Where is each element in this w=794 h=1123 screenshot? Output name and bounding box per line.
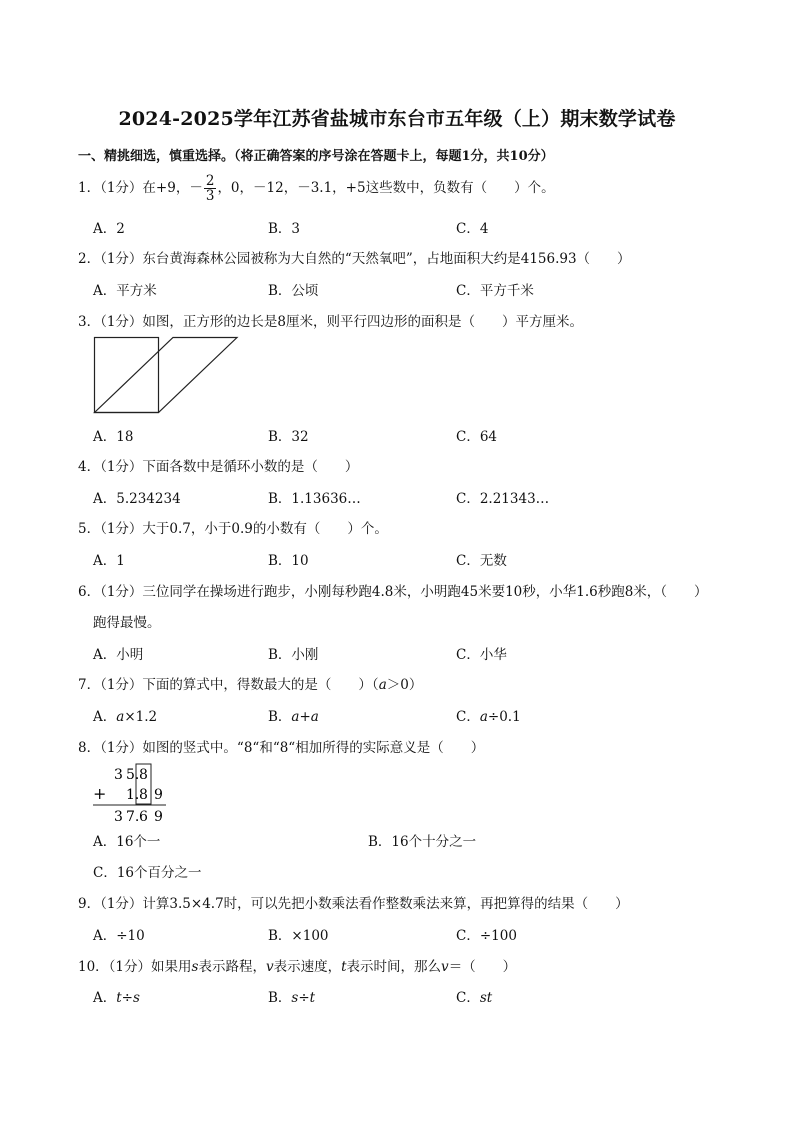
plus-sign: + <box>93 784 107 803</box>
q3-option-c[interactable]: C．64 <box>456 429 498 445</box>
option-expression: s÷t <box>291 990 316 1006</box>
section-heading: 一、精挑细选，慎重选择。（将正确答案的序号涂在答题卡上，每题1分，共10分） <box>78 149 554 164</box>
question-8: 8．（1分）如图的竖式中。“8“和“8“相加所得的实际意义是（ ） <box>78 740 485 756</box>
sum-digit-2: 7. <box>126 809 140 825</box>
addend-2-digit-3: 9 <box>154 787 163 803</box>
option-expression: t÷s <box>116 990 140 1006</box>
q8-option-b[interactable]: B．16个十分之一 <box>368 834 477 850</box>
vertical-addition-figure <box>88 762 178 826</box>
option-label: B． <box>268 709 292 725</box>
q8-option-a[interactable]: A．16个一 <box>93 834 161 850</box>
square-parallelogram-figure <box>94 337 239 413</box>
variable-s: s <box>191 959 199 975</box>
question-7 <box>78 673 422 693</box>
variable-t: t <box>341 959 347 975</box>
q3-option-b[interactable]: B．32 <box>268 429 309 445</box>
question-5: 5．（1分）大于0.7，小于0.9的小数有（ ）个。 <box>78 521 388 537</box>
addend-2-digit-2: 8 <box>139 787 148 803</box>
q9-option-a[interactable]: A．÷10 <box>93 928 145 944</box>
question-4: 4．（1分）下面各数中是循环小数的是（ ） <box>78 459 359 475</box>
addend-1-digit-2: 5. <box>126 767 140 783</box>
sum-digit-1: 3 <box>114 809 123 825</box>
q1-option-c[interactable]: C．4 <box>456 221 489 237</box>
question-7-suffix: ＞0） <box>386 677 423 693</box>
sum-digit-3: 6 <box>139 809 148 825</box>
q7-option-a[interactable] <box>93 705 157 725</box>
q10-option-b[interactable] <box>268 986 315 1006</box>
variable-a: a <box>116 709 125 725</box>
q1-option-a[interactable]: A．2 <box>93 221 125 237</box>
q10-option-c[interactable] <box>456 986 492 1006</box>
q6-option-b[interactable]: B．小刚 <box>268 647 319 663</box>
question-1-prefix: 1．（1分）在+9，－ <box>78 180 203 197</box>
option-expression: st <box>479 990 493 1006</box>
option-label: C． <box>456 709 480 725</box>
question-1 <box>78 174 555 203</box>
option-expression: a+a <box>291 709 319 725</box>
q7-option-b[interactable] <box>268 705 319 725</box>
sum-digit-4: 9 <box>154 809 163 825</box>
q10-option-a[interactable] <box>93 986 140 1006</box>
q3-option-a[interactable]: A．18 <box>93 429 134 445</box>
option-label: C． <box>456 990 480 1006</box>
variable-a: a <box>378 677 387 693</box>
q10-text-5: ＝（ ） <box>448 959 517 975</box>
addend-2-digit-1: 1. <box>126 787 140 803</box>
q10-text-4: 表示时间，那么 <box>346 959 442 975</box>
q5-option-a[interactable]: A．1 <box>93 553 125 569</box>
question-7-prefix: 7．（1分）下面的算式中，得数最大的是（ ）（ <box>78 677 379 693</box>
question-6-continued: 跑得最慢。 <box>93 615 161 631</box>
q9-option-b[interactable]: B．×100 <box>268 928 329 944</box>
q6-option-c[interactable]: C．小华 <box>456 647 507 663</box>
fraction-denominator: 3 <box>205 188 215 205</box>
q9-option-c[interactable]: C．÷100 <box>456 928 517 944</box>
question-3: 3．（1分）如图，正方形的边长是8厘米，则平行四边形的面积是（ ）平方厘米。 <box>78 314 584 330</box>
q8-option-c[interactable]: C．16个百分之一 <box>93 865 202 881</box>
question-10 <box>78 955 516 975</box>
variable-a: a <box>479 709 488 725</box>
q10-text-2: 表示路程， <box>198 959 266 975</box>
q6-option-a[interactable]: A．小明 <box>93 647 144 663</box>
question-1-suffix: ，0，－12，－3.1，+5这些数中，负数有（ ）个。 <box>217 180 555 197</box>
variable-v: v <box>265 959 274 975</box>
q2-option-b[interactable]: B．公顷 <box>268 283 319 299</box>
page-title: 2024-2025学年江苏省盐城市东台市五年级（上）期末数学试卷 <box>118 108 676 130</box>
q4-option-c[interactable]: C．2.21343… <box>456 491 550 507</box>
q5-option-b[interactable]: B．10 <box>268 553 309 569</box>
q4-option-a[interactable]: A．5.234234 <box>93 491 181 507</box>
question-2: 2．（1分）东台黄海森林公园被称为大自然的“天然氧吧”，占地面积大约是4156.93（ ） <box>78 251 631 267</box>
option-label: A． <box>93 709 117 725</box>
addend-1-digit-3: 8 <box>139 767 148 783</box>
option-label: B． <box>268 990 292 1006</box>
q1-option-b[interactable]: B．3 <box>268 221 301 237</box>
q2-option-c[interactable]: C．平方千米 <box>456 283 534 299</box>
addend-1-digit-1: 3 <box>114 767 123 783</box>
q4-option-b[interactable]: B．1.13636… <box>268 491 361 507</box>
variable-v: v <box>441 959 449 975</box>
q10-text-1: 10．（1分）如果用 <box>78 959 192 975</box>
q2-option-a[interactable]: A．平方米 <box>93 283 157 299</box>
q10-text-3: 表示速度， <box>273 959 342 975</box>
option-label: A． <box>93 990 117 1006</box>
q7-option-c[interactable] <box>456 705 521 725</box>
option-rest: ÷0.1 <box>487 709 521 725</box>
fraction <box>204 174 217 203</box>
question-9: 9．（1分）计算3.5×4.7时，可以先把小数乘法看作整数乘法来算，再把算得的结果（ ） <box>78 896 629 912</box>
q5-option-c[interactable]: C．无数 <box>456 553 507 569</box>
fraction-numerator: 2 <box>205 173 215 189</box>
option-rest: ×1.2 <box>124 709 158 725</box>
question-6: 6．（1分）三位同学在操场进行跑步，小刚每秒跑4.8米，小明跑45米要10秒，小华1.6秒跑8米，（ ） <box>78 584 708 600</box>
